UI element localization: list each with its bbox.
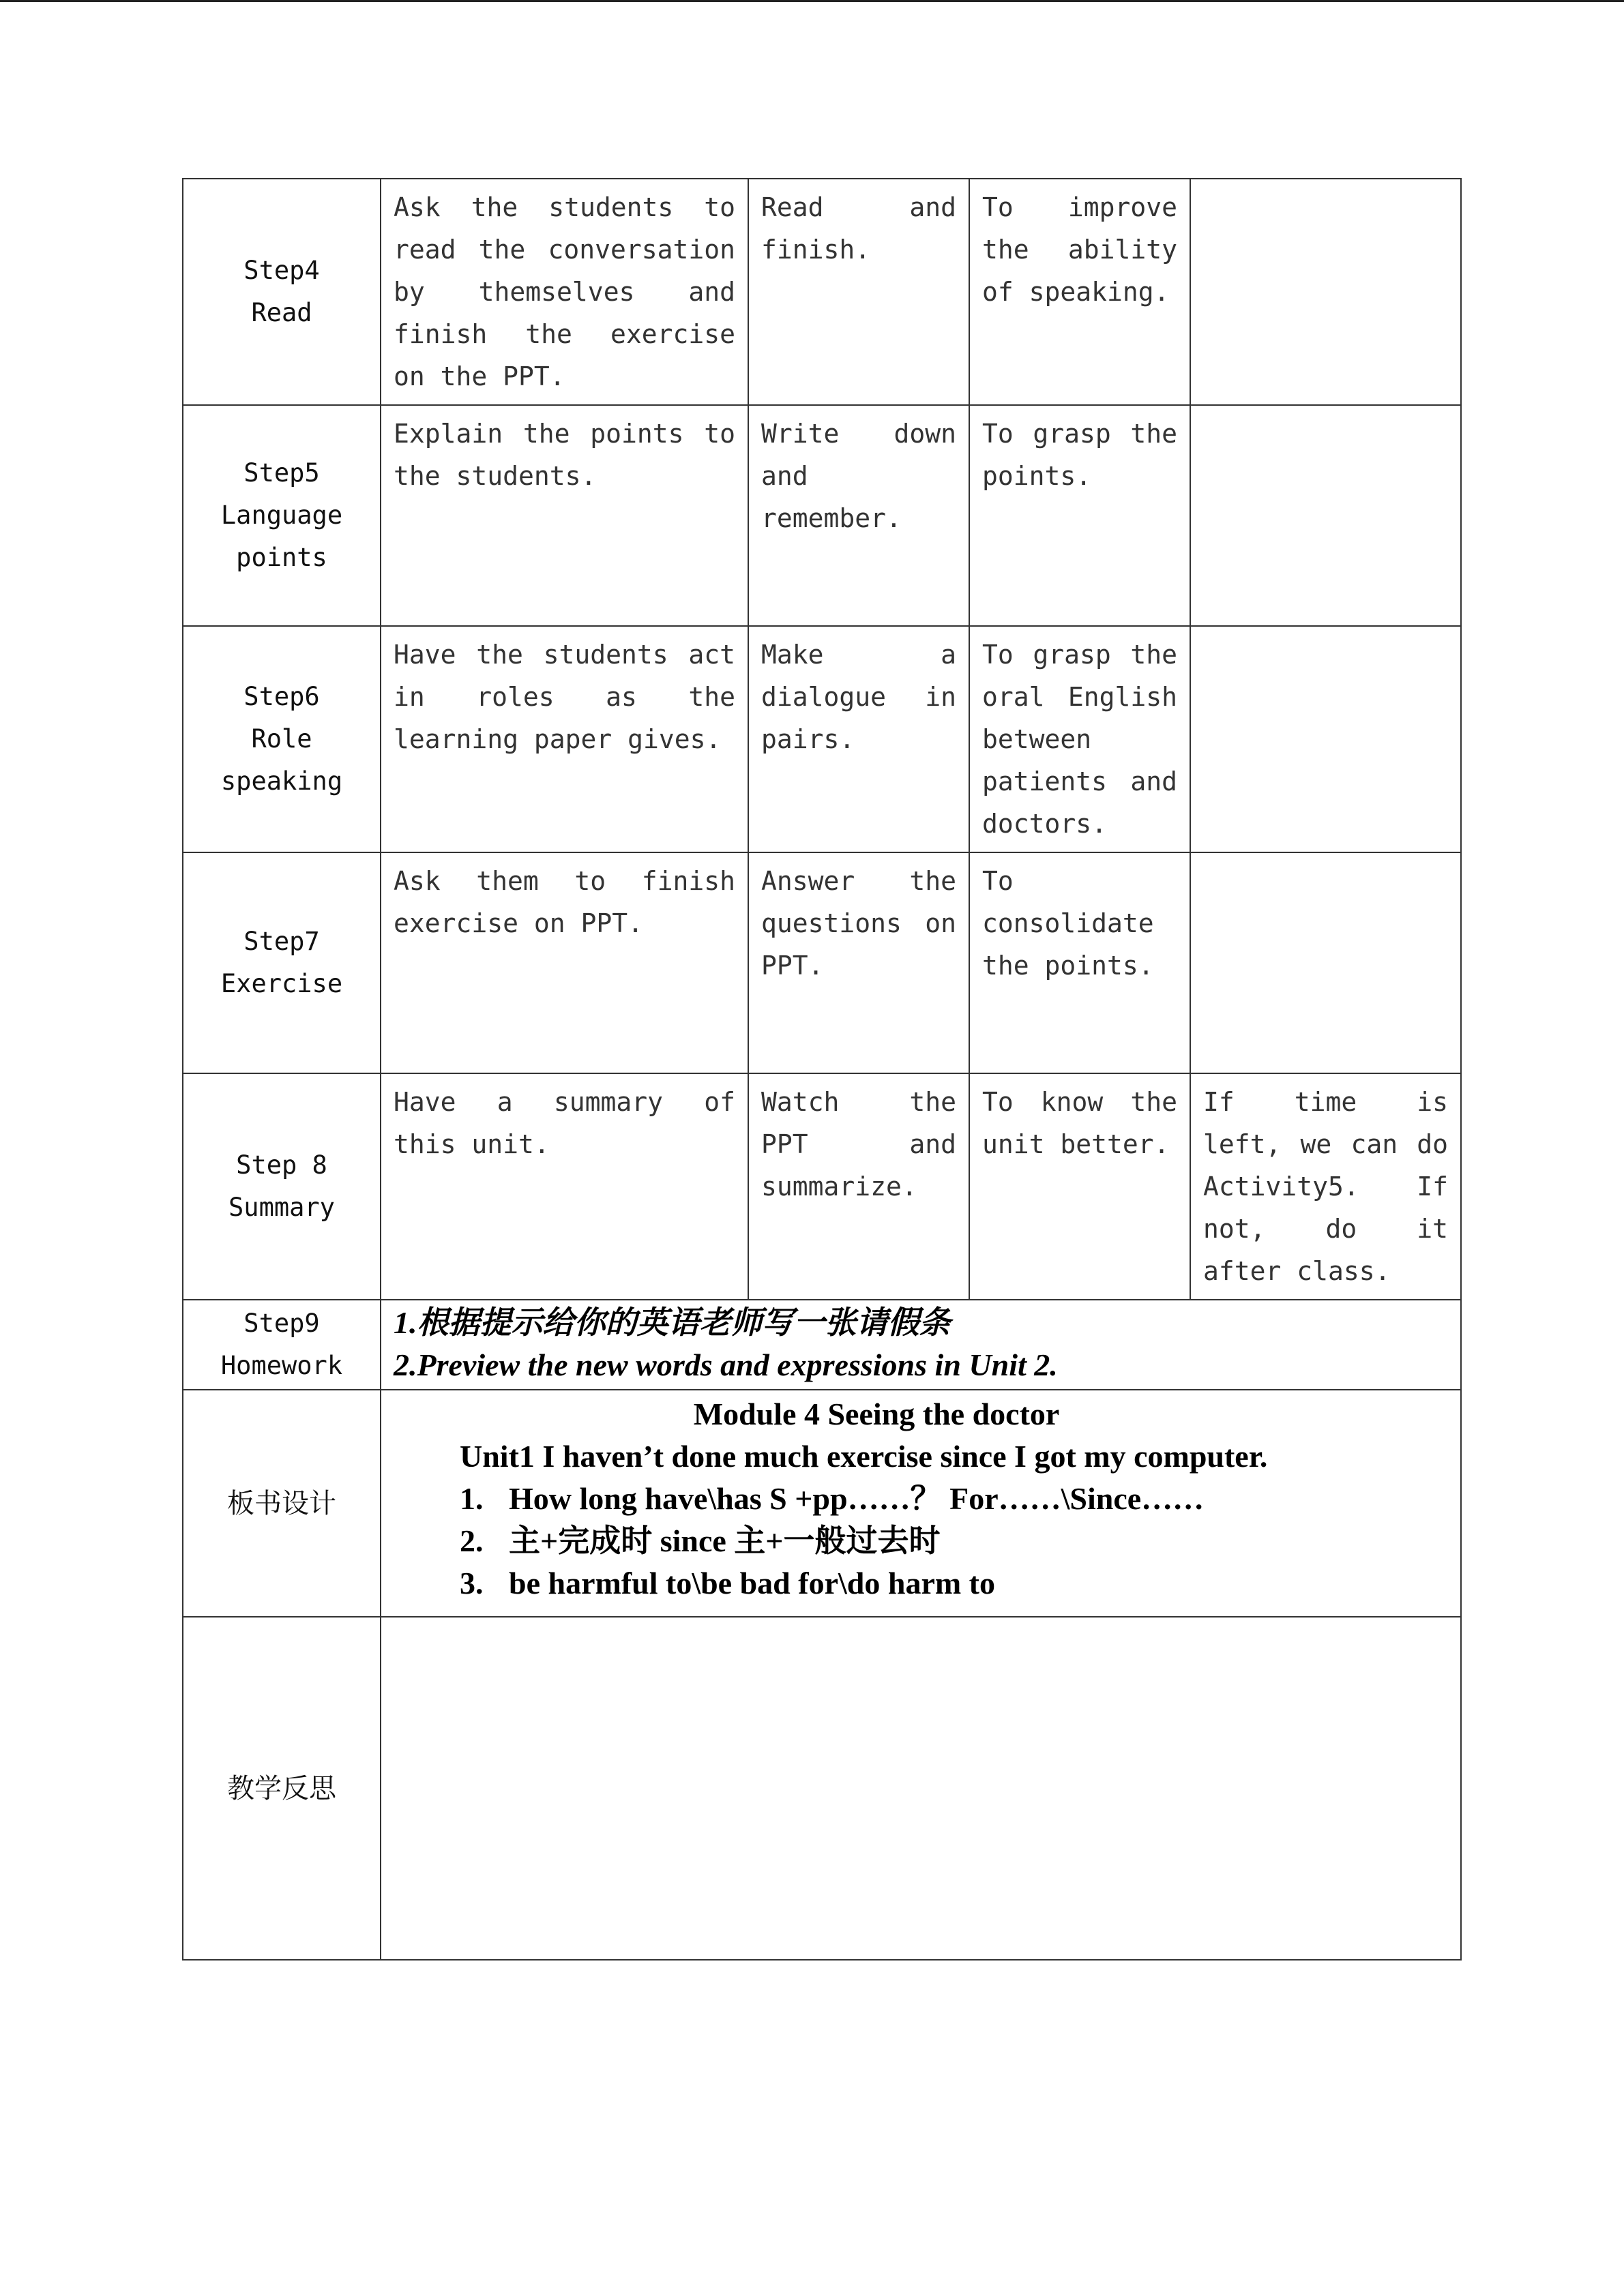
board-item — [381, 1478, 1460, 1520]
note-cell — [1190, 405, 1461, 626]
board-item-text: How long have\has S +pp……？ For……\Since…… — [509, 1481, 1205, 1516]
teacher-activity-cell: Have the students act in roles as the learning paper gives. — [381, 626, 748, 852]
step-title: Role — [251, 724, 312, 754]
purpose-cell: To grasp the oral English between patients and doctors. — [969, 626, 1190, 852]
step-number: Step5 — [243, 458, 320, 488]
purpose-cell: To grasp the points. — [969, 405, 1190, 626]
board-item-number: 2. — [460, 1523, 484, 1558]
step-title: Summary — [228, 1193, 335, 1222]
step-name-cell — [183, 179, 381, 405]
student-activity-cell: Read and finish. — [748, 179, 969, 405]
step-number: Step9 — [243, 1309, 320, 1338]
step-name-cell — [183, 405, 381, 626]
lesson-plan-table — [182, 178, 1462, 1960]
step-number: Step 8 — [236, 1150, 327, 1180]
reflection-row — [183, 1617, 1461, 1960]
step-number: Step6 — [243, 682, 320, 711]
note-cell: If time is left, we can do Activity5. If not, do it after class. — [1190, 1073, 1461, 1300]
board-item-text: be harmful to\be bad for\do harm to — [509, 1566, 995, 1600]
teacher-activity-cell: Ask the students to read the conversation by themselves and finish the exercise on the PPT. — [381, 179, 748, 405]
purpose-cell: To consolidate the points. — [969, 852, 1190, 1073]
board-item-number: 3. — [460, 1566, 484, 1600]
step-name-cell — [183, 1073, 381, 1300]
page-top-border — [0, 0, 1624, 2]
student-activity-cell: Watch the PPT and summarize. — [748, 1073, 969, 1300]
homework-item: 1.根据提示给你的英语老师写一张请假条 — [394, 1305, 951, 1340]
homework-name-cell — [183, 1300, 381, 1390]
homework-item: 2.Preview the new words and expressions in Unit 2. — [394, 1347, 1058, 1382]
homework-row — [183, 1300, 1461, 1390]
board-subtitle: Unit1 I haven’t done much exercise since I got my computer. — [460, 1439, 1268, 1474]
teacher-activity-cell: Explain the points to the students. — [381, 405, 748, 626]
purpose-cell: To know the unit better. — [969, 1073, 1190, 1300]
step-row — [183, 852, 1461, 1073]
student-activity-cell: Make a dialogue in pairs. — [748, 626, 969, 852]
homework-content-cell — [381, 1300, 1461, 1390]
board-item — [381, 1562, 1460, 1605]
step-row — [183, 405, 1461, 626]
student-activity-cell: Write down and remember. — [748, 405, 969, 626]
step-title: Language — [220, 501, 343, 530]
student-activity-cell: Answer the questions on PPT. — [748, 852, 969, 1073]
board-item-number: 1. — [460, 1481, 484, 1516]
step-title-line2: speaking — [220, 766, 343, 796]
step-name-cell — [183, 852, 381, 1073]
step-title: Homework — [220, 1351, 343, 1380]
teacher-activity-cell: Have a summary of this unit. — [381, 1073, 748, 1300]
step-title-line2: points — [236, 543, 327, 572]
board-item — [381, 1520, 1460, 1562]
step-number: Step4 — [243, 256, 320, 285]
teacher-activity-cell: Ask them to finish exercise on PPT. — [381, 852, 748, 1073]
board-design-content — [381, 1390, 1461, 1617]
step-number: Step7 — [243, 927, 320, 956]
note-cell — [1190, 852, 1461, 1073]
board-item-text: 主+完成时 since 主+一般过去时 — [509, 1523, 941, 1558]
step-name-cell — [183, 626, 381, 852]
note-cell — [1190, 179, 1461, 405]
board-design-label: 板书设计 — [183, 1390, 381, 1617]
board-title: Module 4 Seeing the doctor — [693, 1397, 1060, 1431]
reflection-label: 教学反思 — [183, 1617, 381, 1960]
step-title: Exercise — [220, 969, 343, 998]
step-row — [183, 626, 1461, 852]
step-row — [183, 1073, 1461, 1300]
purpose-cell: To improve the ability of speaking. — [969, 179, 1190, 405]
step-title: Read — [251, 298, 312, 327]
board-design-row — [183, 1390, 1461, 1617]
reflection-content — [381, 1617, 1461, 1960]
note-cell — [1190, 626, 1461, 852]
step-row — [183, 179, 1461, 405]
